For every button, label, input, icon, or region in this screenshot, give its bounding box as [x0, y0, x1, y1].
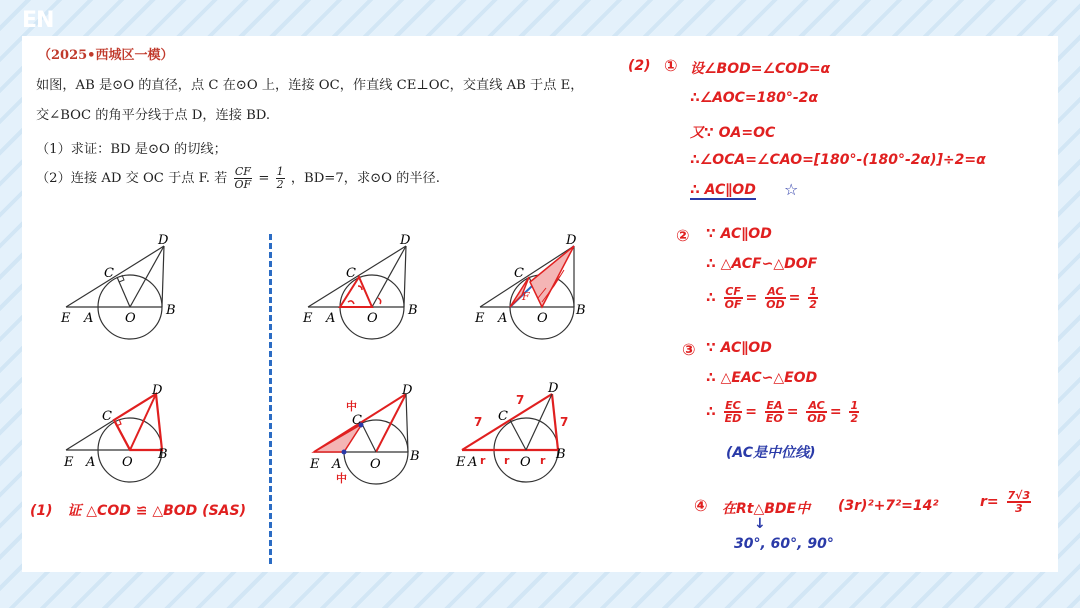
therefore: ∴ — [706, 290, 716, 306]
label-e: E — [456, 455, 466, 470]
den: EO — [765, 412, 783, 425]
midpoint-mark-top: 中 — [346, 400, 357, 413]
frac-den: OF — [234, 178, 252, 191]
star-icon: ☆ — [784, 180, 799, 199]
label-o: O — [122, 455, 133, 470]
step4-marker: ④ — [694, 496, 708, 515]
fraction-one-half — [276, 166, 285, 191]
den: 3 — [1015, 502, 1023, 515]
label-a: A — [84, 311, 94, 326]
frac-ac-od — [806, 400, 826, 424]
label-o: O — [125, 311, 136, 326]
den: 2 — [850, 412, 859, 425]
figure-angles — [298, 232, 428, 344]
step2-line2: ∴ △ACF∽△DOF — [706, 256, 818, 272]
note-text: 证 △COD ≌ △BOD (SAS) — [67, 503, 246, 519]
step4-angles: 30°, 60°, 90° — [734, 536, 834, 552]
figure-congruent — [56, 382, 186, 494]
figure-similar-acf-dof — [470, 232, 600, 344]
problem-source: （2025•西城区一模） — [38, 48, 174, 63]
step1-line2: ∴∠AOC=180°-2α — [690, 90, 818, 106]
label-a: A — [468, 455, 478, 470]
label-a: A — [498, 311, 508, 326]
step3-marker: ③ — [682, 340, 696, 359]
label-e: E — [310, 457, 320, 472]
length-r-3: r — [540, 454, 546, 467]
step4-line1: 在Rt△BDE中 — [722, 501, 811, 517]
label-f: F — [522, 290, 530, 303]
frac-half — [849, 400, 859, 424]
label-b: B — [158, 447, 168, 462]
label-c: C — [514, 266, 524, 281]
num: EC — [725, 399, 741, 412]
den: 2 — [809, 298, 817, 311]
num: AC — [765, 286, 785, 299]
frac-half — [808, 286, 818, 310]
label-o: O — [370, 457, 381, 472]
frac-ea-eo — [765, 400, 784, 424]
midpoint-mark-bottom: 中 — [336, 472, 347, 485]
label-c: C — [346, 266, 356, 281]
length-r-2: r — [504, 454, 510, 467]
therefore: ∴ — [706, 404, 716, 420]
frac-answer — [1007, 490, 1032, 514]
num: CF — [725, 285, 741, 298]
label-o: O — [520, 455, 531, 470]
step3-note: (AC是中位线) — [726, 445, 816, 461]
label-c: C — [352, 413, 362, 428]
step3-line2: ∴ △EAC∽△EOD — [706, 370, 818, 386]
note-part1 — [30, 500, 246, 520]
num: 7√3 — [1007, 489, 1031, 502]
label-d: D — [548, 382, 559, 396]
label-b: B — [166, 303, 176, 318]
step4-equation: (3r)²+7²=14² — [838, 498, 939, 514]
frac-ec-ed — [724, 400, 743, 424]
label-e: E — [64, 455, 74, 470]
label-c: C — [104, 266, 114, 281]
label-d: D — [152, 383, 163, 398]
label-d: D — [566, 233, 577, 248]
label-c: C — [498, 409, 508, 424]
frac-den: 2 — [276, 178, 284, 191]
label-o: O — [367, 311, 378, 326]
figure-lengths — [452, 382, 587, 494]
step3-line3: ∴ $\frac{EC}{ED}$ = $\frac{EA}{EO}$ = $\frac{AC}{OD}$ = $\frac{1}{2}$ — [706, 399, 859, 425]
step4-answer — [980, 490, 1034, 514]
den: OD — [766, 298, 785, 311]
label-b: B — [408, 303, 418, 318]
num: AC — [806, 400, 826, 413]
length-seven-ec: 7 — [474, 415, 483, 429]
label-a: A — [86, 455, 96, 470]
step2-line1: ∵ AC∥OD — [706, 226, 772, 242]
length-seven-bd: 7 — [560, 415, 569, 429]
label-b: B — [556, 447, 566, 462]
part2-label: (2) — [628, 58, 651, 74]
answer-prefix: r= — [980, 494, 999, 510]
fraction-cf-of — [234, 166, 253, 191]
frac-ac-od — [765, 286, 785, 310]
step1-line3: 又∵ OA=OC — [690, 125, 776, 141]
label-e: E — [475, 311, 485, 326]
num: 1 — [850, 399, 859, 412]
divider-line — [269, 234, 272, 564]
den: OD — [807, 412, 826, 425]
step2-marker: ② — [676, 226, 690, 245]
step1-line5: ∴ AC∥OD — [690, 182, 756, 198]
step3-line1: ∵ AC∥OD — [706, 340, 772, 356]
num: 1 — [809, 285, 817, 298]
label-a: A — [332, 457, 342, 472]
label-d: D — [400, 233, 411, 248]
problem-line-1: 如图，AB 是⊙O 的直径，点 C 在⊙O 上，连接 OC，作直线 CE⊥OC，交直线 AB 于点 E， — [36, 78, 584, 93]
num: EA — [766, 399, 783, 412]
label-b: B — [410, 449, 420, 464]
problem-part-2 — [36, 166, 440, 191]
label-d: D — [158, 233, 169, 248]
figure-midpoint — [306, 382, 436, 494]
step1-marker: ① — [664, 56, 678, 75]
length-seven-cd: 7 — [516, 393, 525, 407]
equals: = — [258, 171, 270, 186]
frac-cf-of — [724, 286, 743, 310]
label-e: E — [61, 311, 71, 326]
logo: EN — [22, 8, 54, 33]
note-number: (1) — [30, 503, 53, 519]
frac-num: 1 — [276, 165, 284, 178]
arrow-down-icon: ↓ — [754, 516, 766, 532]
problem-part-1: （1）求证：BD 是⊙O 的切线； — [36, 142, 227, 157]
label-o: O — [537, 311, 548, 326]
part2-prefix: （2）连接 AD 交 OC 于点 F. 若 — [36, 171, 228, 186]
label-c: C — [102, 409, 112, 424]
step1-line1: 设∠BOD=∠COD=α — [690, 61, 831, 77]
label-d: D — [402, 383, 413, 398]
step2-line3: ∴ $\frac{CF}{OF}$ = $\frac{AC}{OD}$ = $\frac{1}{2}$ — [706, 285, 817, 311]
problem-line-2: 交∠BOC 的角平分线于点 D，连接 BD. — [36, 108, 271, 123]
figure-original — [56, 232, 186, 344]
den: OF — [724, 298, 742, 311]
length-r-1: r — [480, 454, 486, 467]
label-b: B — [576, 303, 586, 318]
frac-num: CF — [234, 165, 251, 178]
label-e: E — [303, 311, 313, 326]
step1-line4: ∴∠OCA=∠CAO=[180°-(180°-2α)]÷2=α — [690, 152, 986, 168]
den: ED — [724, 412, 742, 425]
part2-suffix: ，BD=7，求⊙O 的半径. — [290, 171, 440, 186]
label-a: A — [326, 311, 336, 326]
